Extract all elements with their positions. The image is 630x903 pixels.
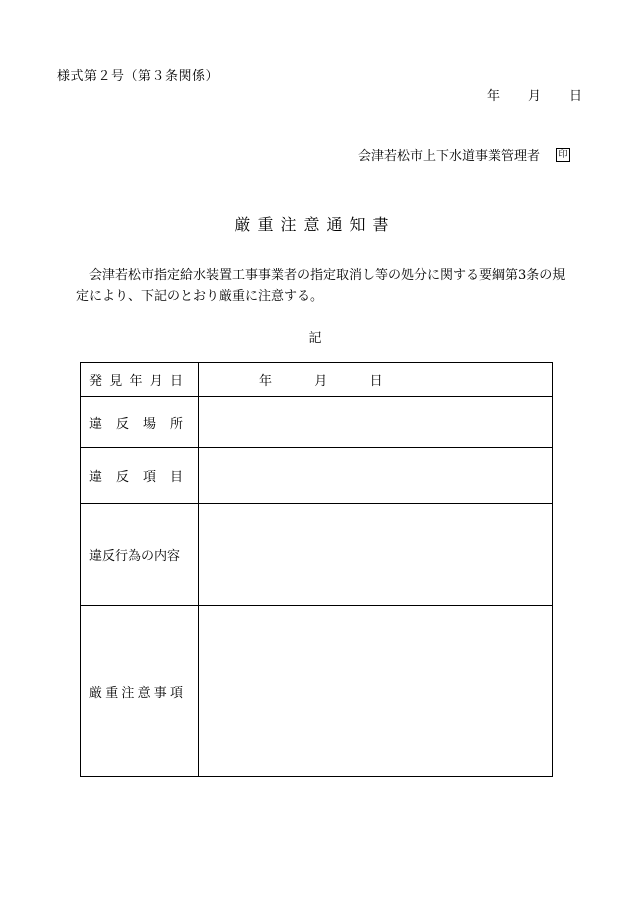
issuer-block (358, 145, 570, 164)
violation-content-label: 違反行為の内容 (89, 549, 181, 564)
violation-content-label-cell (81, 504, 199, 606)
violation-item-value-cell[interactable] (199, 448, 553, 504)
issuer-name: 会津若松市上下水道事業管理者 (357, 149, 540, 164)
discovery-date-day: 日 (369, 374, 383, 389)
table-row-discovery-date (81, 363, 553, 397)
violation-place-value-cell[interactable] (199, 397, 553, 448)
issue-date-year: 年 (486, 89, 500, 104)
issue-date (487, 85, 582, 104)
issue-date-day: 日 (568, 89, 582, 104)
body-paragraph: 会津若松市指定給水装置工事事業者の指定取消し等の処分に関する要綱第3条の規定により、下記のとおり厳重に注意する。 (76, 268, 566, 304)
ki-heading: 記 (308, 331, 322, 346)
table-row-violation-content (81, 504, 553, 606)
violation-place-label-cell (81, 397, 199, 448)
violation-item-label-cell (81, 448, 199, 504)
discovery-date-label: 発 見 年 月 日 (89, 374, 183, 389)
detail-table (80, 362, 553, 777)
form-number: 様式第２号（第３条関係） (57, 69, 220, 84)
issue-date-month: 月 (527, 89, 541, 104)
violation-content-value-cell[interactable] (199, 504, 553, 606)
strict-notes-value-cell[interactable] (199, 606, 553, 777)
discovery-date-year: 年 (259, 374, 273, 389)
document-title: 厳重注意通知書 (234, 215, 396, 234)
seal-mark: 印 (556, 148, 570, 162)
violation-place-label: 違 反 場 所 (89, 416, 183, 432)
violation-item-label: 違 反 項 目 (89, 470, 183, 485)
discovery-date-month: 月 (314, 374, 328, 389)
table-row-violation-item (81, 448, 553, 504)
strict-notes-label: 厳 重 注 意 事 項 (89, 685, 183, 701)
discovery-date-value-cell[interactable] (199, 363, 553, 397)
table-row-violation-place (81, 397, 553, 448)
strict-notes-label-cell (81, 606, 199, 777)
discovery-date-label-cell (81, 363, 199, 397)
table-row-strict-notes (81, 606, 553, 777)
